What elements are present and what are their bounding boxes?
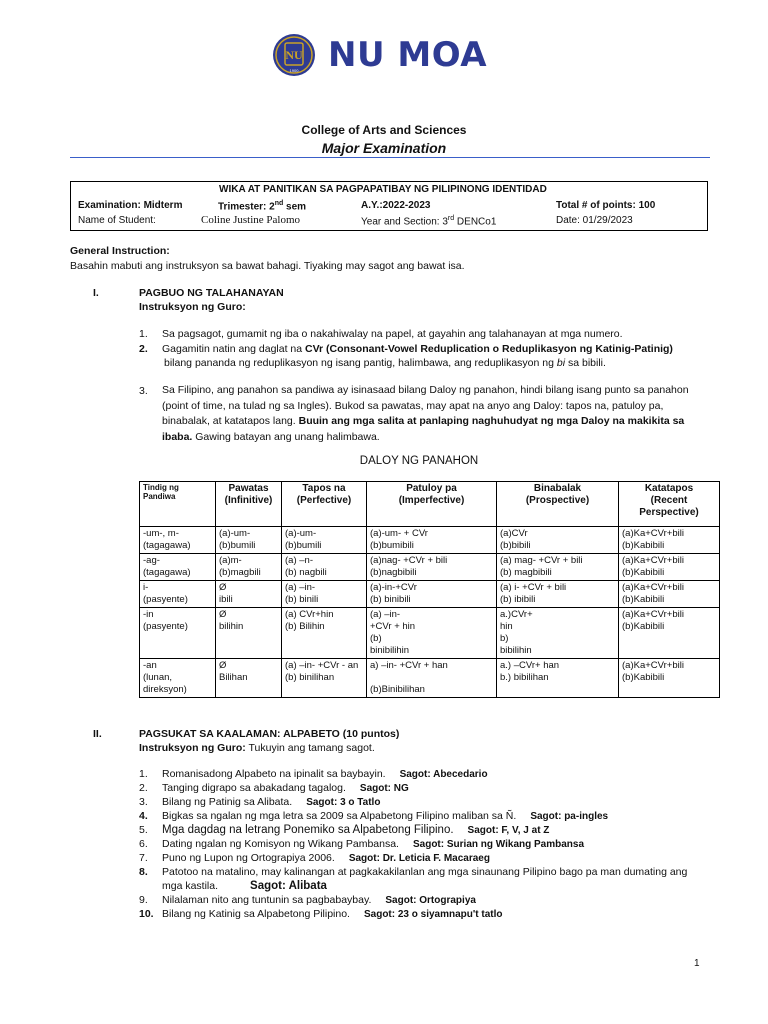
table-cell: a) –in- +CVr + han (b)Binibilihan bbox=[367, 659, 497, 698]
question-number: 6. bbox=[139, 838, 148, 850]
table-row bbox=[140, 659, 720, 698]
header-divider bbox=[70, 157, 710, 158]
table-cell: (a)Ka+CVr+bili (b)Kabibili bbox=[619, 608, 720, 659]
college-name: College of Arts and Sciences bbox=[301, 123, 467, 137]
table-cell: (a)CVr (b)bibili bbox=[497, 527, 619, 554]
part1-item-text: Sa pagsagot, gumamit ng iba o nakahiwalay na papel, at gayahin ang talahanayan at mga numero. bbox=[162, 328, 623, 340]
svg-text:1900: 1900 bbox=[289, 68, 299, 73]
table-cell: Ø ibili bbox=[216, 581, 282, 608]
part2-title: PAGSUKAT SA KAALAMAN: ALPABETO (10 puntos) bbox=[139, 728, 400, 740]
table-cell: (a) mag- +CVr + bili (b) magbibili bbox=[497, 554, 619, 581]
general-instruction-heading: General Instruction: bbox=[70, 245, 170, 257]
question-number: 9. bbox=[139, 894, 148, 906]
part1-item-paragraph: Sa Filipino, ang panahon sa pandiwa ay isinasaad bilang Daloy ng panahon, hindi bilang isang punto sa panahon (point of time, na tulad ng sa Ingles). Bukod sa pawatas, may apat na anyo ang Daloy: tapos na, patuloy pa, binabalak, at katatapos lang. Buuin ang mga salita at panlaping naghuhudyat ng mga Daloy na makikita sa ibaba. Gawing batayan ang unang halimbawa. bbox=[162, 384, 689, 443]
table-row bbox=[140, 554, 720, 581]
table-row bbox=[140, 527, 720, 554]
column-header: Tapos na (Perfective) bbox=[282, 482, 367, 527]
question-text: Mga dagdag na letrang Ponemiko sa Alpabetong Filipino. Sagot: F, V, J at Z bbox=[162, 824, 550, 836]
nu-logo bbox=[272, 30, 502, 80]
exam-info-box bbox=[70, 181, 708, 231]
table-cell: (a)nag- +CVr + bili (b)nagbibili bbox=[367, 554, 497, 581]
examination-label: Examination: Midterm bbox=[78, 200, 183, 211]
part1-item-text: bilang pananda ng reduplikasyon ng isang pantig, halimbawa, ang reduplikasyon ng bi sa bibili. bbox=[164, 357, 606, 369]
table-cell: a.)CVr+ hin b) bibilihin bbox=[497, 608, 619, 659]
academic-year: A.Y.:2022-2023 bbox=[361, 200, 431, 211]
question-number: 3. bbox=[139, 796, 148, 808]
svg-text:NU: NU bbox=[285, 48, 303, 62]
exam-type: Major Examination bbox=[321, 140, 447, 156]
table-cell: (a) –in- +CVr - an (b) binilihan bbox=[282, 659, 367, 698]
question-text: Bilang ng Patinig sa Alibata. Sagot: 3 o Tatlo bbox=[162, 796, 381, 808]
question-number: 5. bbox=[139, 824, 148, 836]
question-number: 2. bbox=[139, 782, 148, 794]
question-text: Dating ngalan ng Komisyon ng Wikang Pambansa. Sagot: Surian ng Wikang Pambansa bbox=[162, 838, 585, 850]
table-cell: Ø Bilihan bbox=[216, 659, 282, 698]
table-cell: (a) i- +CVr + bili (b) ibibili bbox=[497, 581, 619, 608]
question-text: Patotoo na matalino, may kalinangan at pagkakakilanlan ang mga sinaunang Pilipino bago pa man dumating ang bbox=[162, 866, 688, 878]
part1-item-number: 2. bbox=[139, 343, 148, 355]
table-row bbox=[140, 608, 720, 659]
table-cell: (a)Ka+CVr+bili (b)Kabibili bbox=[619, 527, 720, 554]
part1-item-number: 1. bbox=[139, 328, 148, 340]
question-number: 8. bbox=[139, 866, 148, 878]
table-cell: -um-, m- (tagagawa) bbox=[140, 527, 216, 554]
table-cell: (a) –in- (b) binili bbox=[282, 581, 367, 608]
table-cell: (a)Ka+CVr+bili (b)Kabibili bbox=[619, 554, 720, 581]
question-text: Bilang ng Katinig sa Alpabetong Pilipino. Sagot: 23 o siyamnapu't tatlo bbox=[162, 908, 503, 920]
table-cell: -an (lunan, direksyon) bbox=[140, 659, 216, 698]
page-number: 1 bbox=[694, 958, 700, 969]
part1-instruction-heading: Instruksyon ng Guro: bbox=[139, 301, 246, 313]
question-text: Puno ng Lupon ng Ortograpiya 2006. Sagot: Dr. Leticia F. Macaraeg bbox=[162, 852, 490, 864]
part2-instruction: Instruksyon ng Guro: Tukuyin ang tamang sagot. bbox=[139, 742, 375, 754]
table-cell: (a)Ka+CVr+bili (b)Kabibili bbox=[619, 581, 720, 608]
part1-title: PAGBUO NG TALAHANAYAN bbox=[139, 287, 284, 299]
table-cell: Ø bilihin bbox=[216, 608, 282, 659]
nu-seal-icon bbox=[272, 33, 316, 77]
trimester-label: Trimester: 2nd sem bbox=[218, 200, 307, 213]
question-text: Bigkas sa ngalan ng mga letra sa 2009 sa Alpabetong Filipino maliban sa Ñ. Sagot: pa-ingles bbox=[162, 810, 609, 822]
table-title: DALOY NG PANAHON bbox=[359, 455, 479, 467]
table-cell: (a)-in-+CVr (b) binibili bbox=[367, 581, 497, 608]
table-cell: (a) CVr+hin (b) Bilihin bbox=[282, 608, 367, 659]
exam-date: Date: 01/29/2023 bbox=[556, 215, 633, 226]
table-cell: a.) –CVr+ han b.) bibilihan bbox=[497, 659, 619, 698]
table-cell: (a)-um- (b)bumili bbox=[282, 527, 367, 554]
general-instruction-text: Basahin mabuti ang instruksyon sa bawat bahagi. Tiyaking may sagot ang bawat isa. bbox=[70, 260, 465, 272]
table-cell: -in (pasyente) bbox=[140, 608, 216, 659]
name-label: Name of Student: bbox=[78, 215, 156, 226]
table-cell: (a)-um- (b)bumili bbox=[216, 527, 282, 554]
student-name: Coline Justine Palomo bbox=[201, 214, 300, 226]
column-header: Patuloy pa (Imperfective) bbox=[367, 482, 497, 527]
part1-number: I. bbox=[93, 287, 99, 299]
table-cell: (a)-um- + CVr (b)bumibili bbox=[367, 527, 497, 554]
question-number: 10. bbox=[139, 908, 154, 920]
question-number: 7. bbox=[139, 852, 148, 864]
table-cell: i- (pasyente) bbox=[140, 581, 216, 608]
question-number: 1. bbox=[139, 768, 148, 780]
part1-item-text: Gagamitin natin ang daglat na CVr (Consonant-Vowel Reduplication o Reduplikasyon ng Katinig-Patinig) bbox=[162, 343, 673, 355]
year-section: Year and Section: 3rd DENCo1 bbox=[361, 215, 497, 228]
column-header: Binabalak (Prospective) bbox=[497, 482, 619, 527]
table-cell: (a) –n- (b) nagbili bbox=[282, 554, 367, 581]
column-header: Pawatas (Infinitive) bbox=[216, 482, 282, 527]
brand-name: NU MOA bbox=[328, 35, 488, 75]
total-points: Total # of points: 100 bbox=[556, 200, 656, 211]
question-number: 4. bbox=[139, 810, 148, 822]
table-header-row bbox=[140, 482, 720, 527]
question-text: Nilalaman nito ang tuntunin sa pagbabaybay. Sagot: Ortograpiya bbox=[162, 894, 476, 906]
table-row bbox=[140, 581, 720, 608]
question-text: Romanisadong Alpabeto na ipinalit sa baybayin. Sagot: Abecedario bbox=[162, 768, 488, 780]
column-header: Tindig ng Pandiwa bbox=[140, 482, 216, 527]
question-text: mga kastila. Sagot: Alibata bbox=[162, 880, 327, 892]
table-cell: (a)Ka+CVr+bili (b)Kabibili bbox=[619, 659, 720, 698]
table-cell: (a)m- (b)magbili bbox=[216, 554, 282, 581]
column-header: Katatapos (Recent Perspective) bbox=[619, 482, 720, 527]
table-cell: -ag- (tagagawa) bbox=[140, 554, 216, 581]
course-title: WIKA AT PANITIKAN SA PAGPAPATIBAY NG PILIPINONG IDENTIDAD bbox=[219, 184, 547, 195]
part1-item-number: 3. bbox=[139, 385, 148, 397]
question-text: Tanging digrapo sa abakadang tagalog. Sagot: NG bbox=[162, 782, 409, 794]
table-cell: (a) –in- +CVr + hin (b) binibilihin bbox=[367, 608, 497, 659]
daloy-table bbox=[139, 481, 720, 698]
part2-number: II. bbox=[93, 728, 102, 740]
